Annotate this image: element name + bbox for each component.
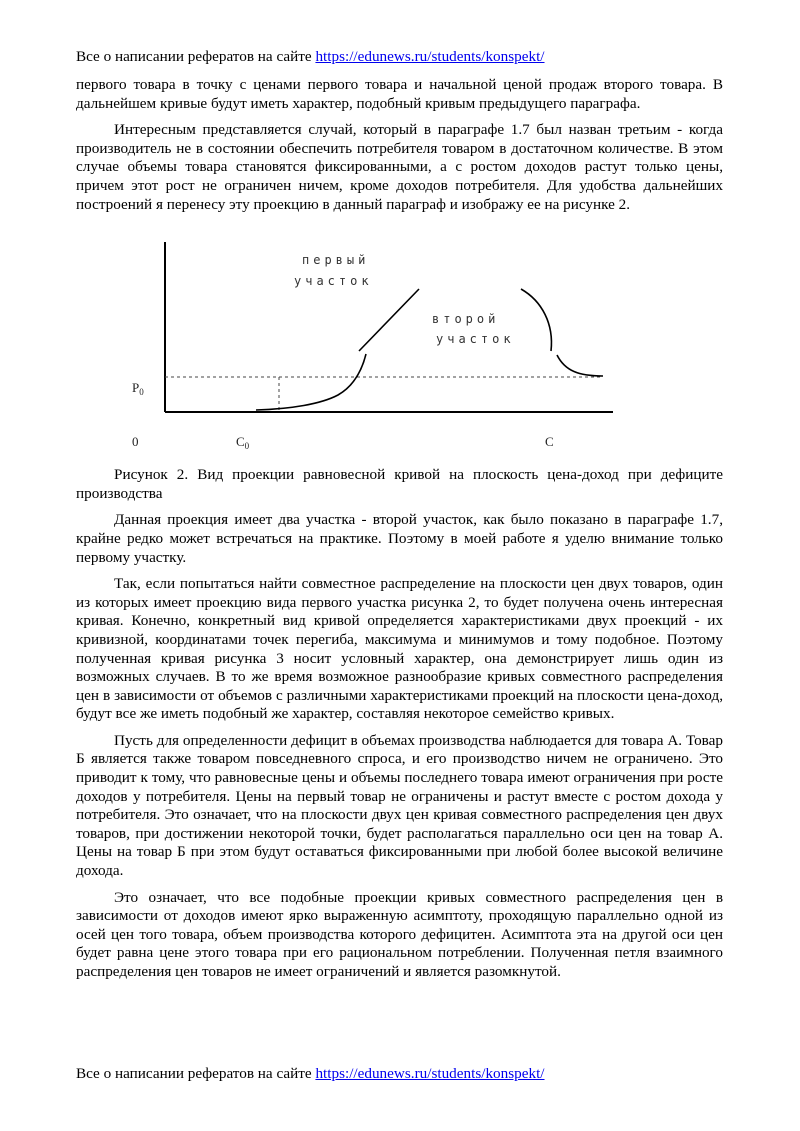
second-segment-upper-arc [521,289,551,351]
paragraph: Пусть для определенности дефицит в объемах производства наблюдается для товара А. Товар Б является также товаром повседневного спроса, и его производство ничем не ограничено. Это приводит к тому, что равновесные цены и объемы последнего товара имеют ограничения при росте доходов у потребителя. Цены на первый товар не ограничены и растут вместе с ростом дохода у потребителя. Это означает, что на плоскости двух цен кривая совместного распределения цен двух товаров, при достижении некоторой точки, будет располагаться параллельно оси цен на товар А. Цены на товар Б при этом будут оставаться фиксированными при любой более высокой величине дохода. [76,731,723,880]
paragraph: первого товара в точку с ценами первого товара и начальной ценой продаж второго товара. В дальнейшем кривые будут иметь характер, подобный кривым предыдущего параграфа. [76,76,723,112]
header-link[interactable]: https://edunews.ru/students/konspekt/ [315,48,545,65]
paragraph: Это означает, что все подобные проекции кривых совместного распределения цен в зависимости от доходов имеют ярко выраженную асимптоту, проходящую параллельно одной из осей цен того товара, объем производства которого дефицитен. Асимптота эта на другой оси цен будет равна цене этого товара при его рациональном потреблении. Полученная петля взаимного распределения цен товаров не имеет ограничений и является разомкнутой. [76,888,723,980]
label-second-line2: участок [436,332,515,347]
second-segment-lower-arc [557,355,603,376]
paragraph: Интересным представляется случай, который в параграфе 1.7 был назван третьим - когда производитель не в состоянии обеспечить потребителя товаром в достаточном количестве. В этом случае объемы товара становятся фиксированными, а с ростом доходов растут только цены, причем этот рост не ограничен ничем, кроме доходов потребителя. Для удобства дальнейших построений я перенесу эту проекцию в данный параграф и изображу ее на рисунке 2. [76,121,723,213]
label-first-line1: первый [302,253,370,268]
footer-text: Все о написании рефератов на сайте [76,1065,312,1082]
header-text: Все о написании рефератов на сайте [76,48,312,65]
figure-2 [76,228,723,458]
page-footer [76,1065,726,1084]
first-segment-lower-curve [256,354,366,410]
page-header [76,48,726,67]
footer-link[interactable]: https://edunews.ru/students/konspekt/ [315,1065,545,1082]
paragraph: Так, если попытаться найти совместное распределение на плоскости цен двух товаров, один из которых имеет проекцию вида первого участка рисунка 2, то будет получена очень интересная кривая. Конечно, конкретный вид кривой определяется характеристиками двух проекций - их кривизной, координатами точек перегиба, максимума и минимумов и тому подобное. Поэтому полученная кривая рисунка 3 носит условный характер, она демонстрирует лишь один из возможных случаев. В то же время возможное разнообразие кривых совместного распределения цен в зависимости от объемов с различными характеристиками проекций на плоскости цена-доход, будут все же иметь подобный же характер, составляя некоторое семейство кривых. [76,575,723,723]
first-segment-line [359,289,419,351]
document-body [76,76,723,990]
paragraph: Данная проекция имеет два участка - второй участок, как было показано в параграфе 1.7, крайне редко может встречаться на практике. Поэтому в моей работе я уделю внимание только первому участку. [76,511,723,566]
p0-main: P [132,380,140,396]
c0-label [236,434,250,451]
figure-caption: Рисунок 2. Вид проекции равновесной кривой на плоскость цена-доход при дефиците производства [76,466,723,502]
c-label: C [545,434,554,450]
p0-sub: 0 [139,387,144,398]
label-second-line1: второй [432,312,500,327]
c0-sub: 0 [244,441,250,452]
p0-label [132,380,144,397]
figure-diagram [76,228,723,458]
label-first-line2: участок [294,274,373,289]
c0-main: C [236,434,245,450]
origin-label: 0 [132,434,139,450]
